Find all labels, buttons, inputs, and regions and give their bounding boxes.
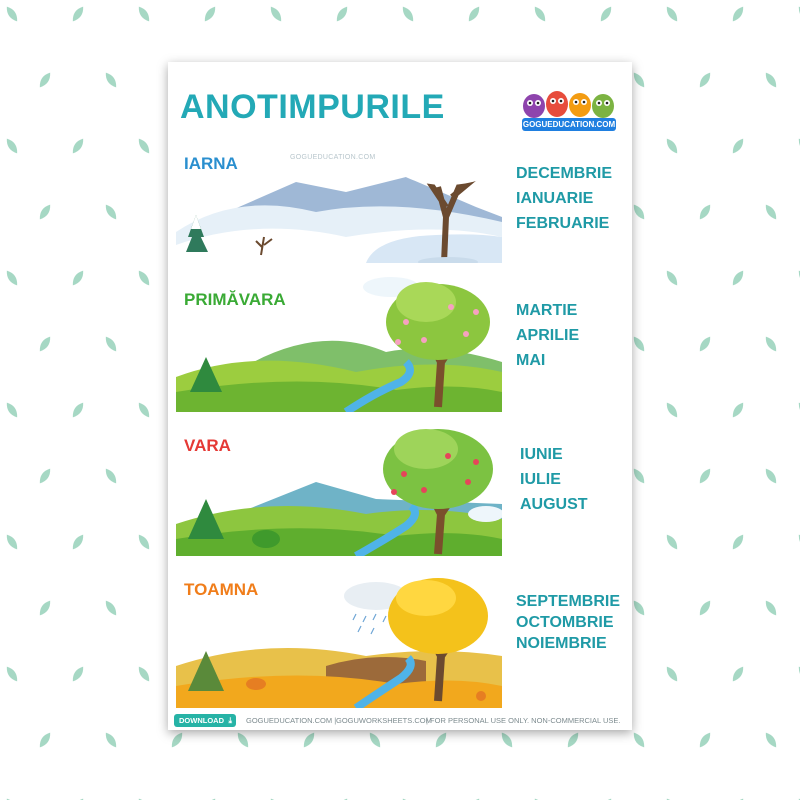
leaf-icon [730, 5, 746, 24]
worksheet [168, 62, 632, 730]
leaf-icon [763, 731, 779, 750]
leaf-icon [664, 533, 680, 552]
footer-site-link[interactable]: GOGUEDUCATION.COM | [246, 716, 337, 725]
leaf-icon [466, 5, 482, 24]
leaf-icon [136, 797, 152, 800]
leaf-icon [763, 467, 779, 486]
leaf-icon [4, 665, 20, 684]
logo-label: GOGUEDUCATION.COM [522, 120, 616, 129]
leaf-icon [37, 467, 53, 486]
leaf-icon [103, 71, 119, 90]
leaf-icon [664, 665, 680, 684]
month-item: IUNIE [520, 446, 563, 463]
leaf-icon [763, 335, 779, 354]
leaf-icon [763, 71, 779, 90]
leaf-icon [169, 731, 185, 750]
leaf-icon [796, 665, 800, 684]
leaf-icon [697, 731, 713, 750]
season-summer-label: VARA [184, 436, 231, 455]
leaf-icon [697, 599, 713, 618]
page-title: ANOTIMPURILE [180, 88, 445, 126]
spring-landscape-illustration [176, 262, 502, 412]
leaf-icon [334, 5, 350, 24]
leaf-icon [730, 269, 746, 288]
leaf-icon [37, 599, 53, 618]
leaf-icon [235, 731, 251, 750]
leaf-icon [631, 203, 647, 222]
leaf-icon [697, 335, 713, 354]
leaf-icon [631, 731, 647, 750]
leaf-icon [796, 401, 800, 420]
month-item: DECEMBRIE [516, 165, 613, 182]
leaf-icon [664, 137, 680, 156]
leaf-icon [697, 203, 713, 222]
month-item: SEPTEMBRIE [516, 593, 621, 610]
leaf-icon [103, 335, 119, 354]
leaf-icon [796, 5, 800, 24]
leaf-icon [37, 71, 53, 90]
leaf-icon [664, 401, 680, 420]
leaf-icon [763, 203, 779, 222]
leaf-icon [598, 797, 614, 800]
leaf-icon [37, 731, 53, 750]
leaf-icon [400, 5, 416, 24]
month-item: IANUARIE [516, 190, 594, 207]
leaf-icon [664, 269, 680, 288]
leaf-icon [664, 5, 680, 24]
leaf-icon [730, 401, 746, 420]
leaf-icon [499, 731, 515, 750]
leaf-icon [664, 797, 680, 800]
month-item: AUGUST [520, 496, 588, 513]
month-item: FEBRUARIE [516, 215, 610, 232]
leaf-icon [763, 599, 779, 618]
leaf-icon [367, 731, 383, 750]
leaf-icon [697, 71, 713, 90]
leaf-icon [631, 335, 647, 354]
leaf-icon [631, 71, 647, 90]
leaf-icon [565, 731, 581, 750]
leaf-icon [136, 533, 152, 552]
leaf-icon [103, 731, 119, 750]
leaf-icon [334, 797, 350, 800]
leaf-icon [70, 665, 86, 684]
leaf-icon [796, 269, 800, 288]
leaf-icon [70, 533, 86, 552]
leaf-icon [4, 269, 20, 288]
leaf-icon [433, 731, 449, 750]
leaf-icon [301, 731, 317, 750]
leaf-icon [4, 533, 20, 552]
autumn-landscape-illustration [176, 556, 502, 708]
leaf-icon [136, 137, 152, 156]
leaf-icon [730, 665, 746, 684]
leaf-icon [37, 335, 53, 354]
winter-landscape-illustration [176, 137, 502, 263]
leaf-icon [730, 533, 746, 552]
leaf-icon [70, 797, 86, 800]
leaf-icon [796, 533, 800, 552]
leaf-icon [796, 137, 800, 156]
summer-landscape-illustration [176, 414, 502, 556]
leaf-icon [136, 665, 152, 684]
leaf-icon [4, 137, 20, 156]
month-item: NOIEMBRIE [516, 635, 607, 652]
leaf-icon [598, 5, 614, 24]
spring-months [516, 298, 579, 373]
leaf-icon [4, 5, 20, 24]
leaf-icon [37, 203, 53, 222]
season-spring-label: PRIMĂVARA [184, 290, 286, 309]
leaf-icon [103, 599, 119, 618]
leaf-icon [730, 137, 746, 156]
leaf-icon [796, 797, 800, 800]
leaf-icon [70, 5, 86, 24]
leaf-icon [532, 797, 548, 800]
leaf-icon [202, 797, 218, 800]
month-item: MAI [516, 352, 546, 369]
autumn-months [516, 591, 620, 654]
summer-months [520, 442, 588, 517]
download-arrow-icon: ⤓ [228, 716, 232, 725]
leaf-icon [136, 401, 152, 420]
download-button[interactable] [174, 714, 236, 727]
watermark: GOGUEDUCATION.COM [290, 154, 376, 161]
month-item: OCTOMBRIE [516, 614, 614, 631]
leaf-icon [631, 599, 647, 618]
leaf-icon [532, 5, 548, 24]
leaf-icon [70, 401, 86, 420]
footer-license-note: | FOR PERSONAL USE ONLY. NON-COMMERCIAL USE. [426, 716, 621, 725]
leaf-icon [136, 269, 152, 288]
download-label: DOWNLOAD [179, 716, 224, 725]
leaf-icon [631, 467, 647, 486]
leaf-icon [202, 5, 218, 24]
leaf-icon [103, 467, 119, 486]
month-item: MARTIE [516, 302, 578, 319]
month-item: APRILIE [516, 327, 580, 344]
footer-worksheets-link[interactable]: GOGUWORKSHEETS.COM [336, 716, 432, 725]
leaf-icon [103, 203, 119, 222]
leaf-icon [136, 5, 152, 24]
leaf-icon [4, 797, 20, 800]
leaf-icon [70, 137, 86, 156]
leaf-icon [4, 401, 20, 420]
winter-months [516, 161, 612, 236]
leaf-icon [400, 797, 416, 800]
leaf-icon [70, 269, 86, 288]
footer [168, 712, 632, 730]
leaf-icon [697, 467, 713, 486]
leaf-icon [466, 797, 482, 800]
leaf-icon [268, 797, 284, 800]
season-winter-label: IARNA [184, 154, 238, 173]
leaf-icon [730, 797, 746, 800]
season-autumn-label: TOAMNA [184, 580, 259, 599]
month-item: IULIE [520, 471, 561, 488]
leaf-icon [268, 5, 284, 24]
